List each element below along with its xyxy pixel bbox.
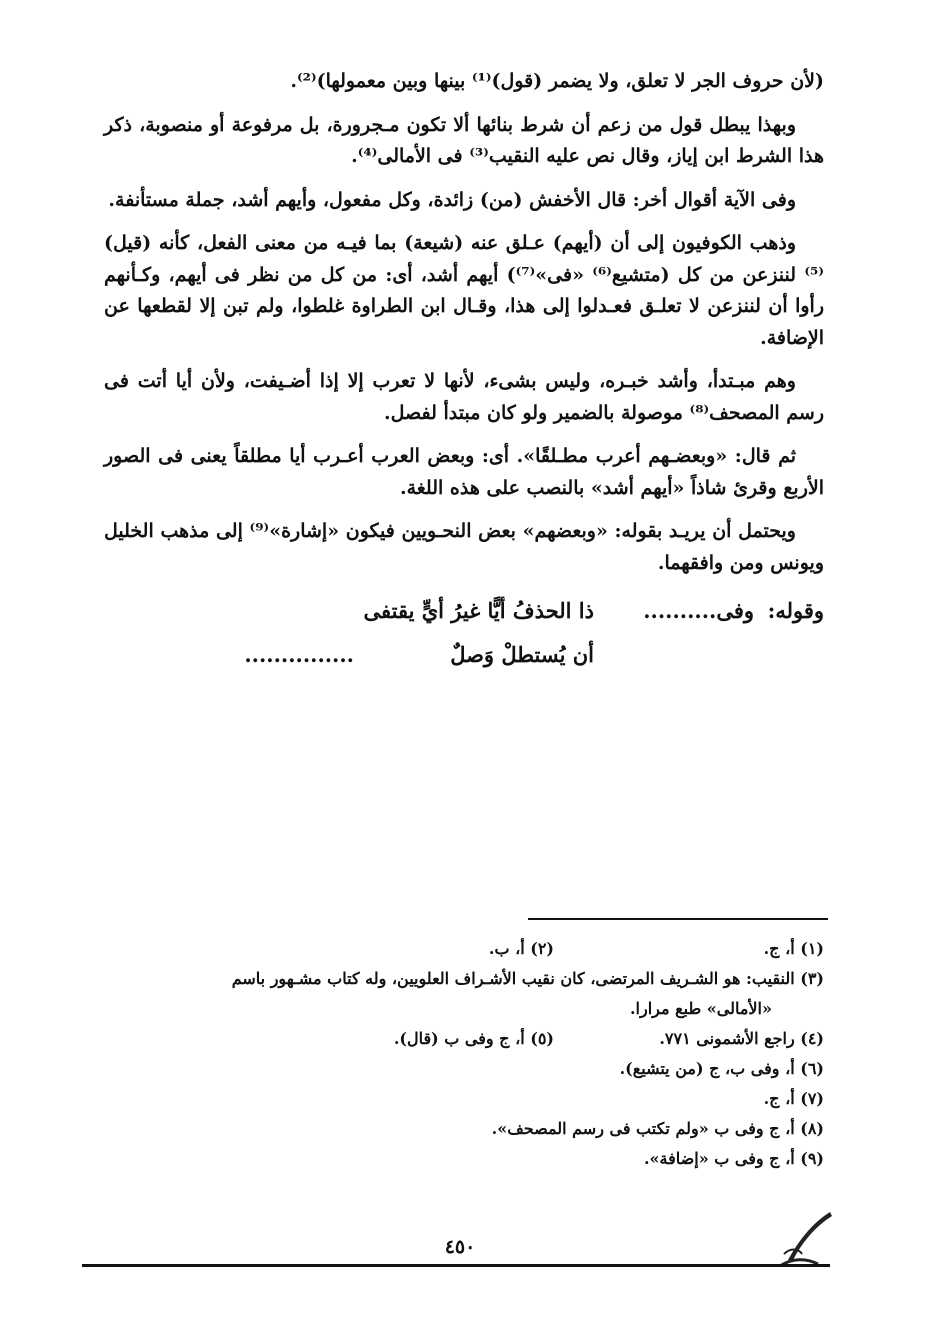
page-number: ٤٥٠	[444, 1236, 476, 1258]
poem-hemistich-left: ...............	[244, 642, 354, 667]
footnote-line	[84, 1024, 824, 1054]
footnote: (٩) أ، ج وفى ب «إضافة».	[643, 1149, 824, 1168]
footnote: (٣) النقيب: هو الشـريف المرتضى، كان نقيب الأشـراف العلويين، وله كتاب مشـهور باسم	[231, 969, 824, 988]
poem-hemistich-left: ذا الحذفُ أيًّا غيرُ أيٍّ يقتفى	[363, 598, 594, 623]
footnote-line	[84, 994, 824, 1024]
paragraph: ويحتمل أن يريـد بقوله: «وبعضهم» بعض النحـويين فيكون «إشارة»⁽⁹⁾ إلى مذهب الخليل ويونس ومن وافقهما.	[104, 520, 824, 574]
footnote: (٨) أ، ج وفى ب «ولم تكتب فى رسم المصحف».	[491, 1119, 824, 1138]
poem-intro: وقوله:	[767, 598, 824, 623]
paragraph: وبهذا يبطل قول من زعم أن شرط بنائها ألا تكون مـجرورة، بل مرفوعة أو منصوبة، ذكر هذا الشرط ابن إياز، وقال نص عليه النقيب⁽³⁾ فى الأمالى⁽⁴⁾.	[104, 113, 824, 167]
paragraph: وهم مبـتدأ، وأشد خبـره، وليس بشىء، لأنها لا تعرب إلا إذا أضـيفت، ولأن أيا أتت فى رسم المصحف⁽⁸⁾ موصولة بالضمير ولو كان مبتدأ لفصل.	[104, 370, 824, 424]
paragraph: وذهب الكوفيون إلى أن (أيهم) عـلق عنه (شيعة) بما فيـه من معنى الفعل، كأنه (قيل)⁽⁵⁾ لننزعن من كل (متشيع⁽⁶⁾ «فى»⁽⁷⁾) أيهم أشد، أى: من كل من نظر فى أيهم، وكـأنهم رأوا أن لننزعن لا تعلـق فعـدلوا إلى هذا، وقـال ابن الطراوة غلطوا، ولم تبن إلا لقطعها عن الإضافة.	[104, 232, 824, 349]
footnote: (٤) راجع الأشمونى ٧٧١.	[659, 1029, 824, 1048]
footnote-line	[84, 934, 824, 964]
footnote: (٢) أ، ب.	[488, 939, 554, 958]
paragraph: ثم قال: «وبعضـهم أعرب مطـلقًا». أى: وبعض العرب أعـرب أيا مطلقاً يعنى فى الصور الأربع وقرئ شاذاً «أيهم أشد» بالنصب على هذه اللغة.	[104, 445, 824, 499]
footnote-continuation: «الأمالى» طبع مرارا.	[629, 999, 772, 1018]
poem-line	[104, 591, 824, 635]
footnote-line	[84, 1084, 824, 1114]
paragraph: وفى الآية أقوال أخر: قال الأخفش (من) زائدة، وكل مفعول، وأيهم أشد، جملة مستأنفة.	[108, 188, 796, 211]
footnote-line	[84, 1054, 824, 1084]
poem-line	[104, 635, 824, 679]
footnote: (٧) أ، ج.	[763, 1089, 824, 1108]
poem-hemistich-right: وفى..........	[643, 598, 754, 623]
bottom-rule	[82, 1264, 830, 1267]
main-text	[104, 66, 824, 679]
footnote-line	[84, 1144, 824, 1174]
footnote: (١) أ، ج.	[763, 939, 824, 958]
poem-hemistich-right: أن يُستطلْ وَصلٌ	[450, 642, 594, 667]
paragraph: (لأن حروف الجر لا تعلق، ولا يضمر (قول)⁽¹⁾ بينها وبين معمولها)⁽²⁾.	[290, 70, 824, 92]
poem-verse	[104, 591, 824, 679]
footnote-separator	[528, 918, 828, 920]
footnote-line	[84, 1114, 824, 1144]
footnote: (٥) أ، ج وفى ب (قال).	[393, 1029, 554, 1048]
footnote: (٦) أ، وفى ب، ج (من يتشيع).	[619, 1059, 824, 1078]
footnotes	[84, 934, 824, 1174]
footnote-line	[84, 964, 824, 994]
